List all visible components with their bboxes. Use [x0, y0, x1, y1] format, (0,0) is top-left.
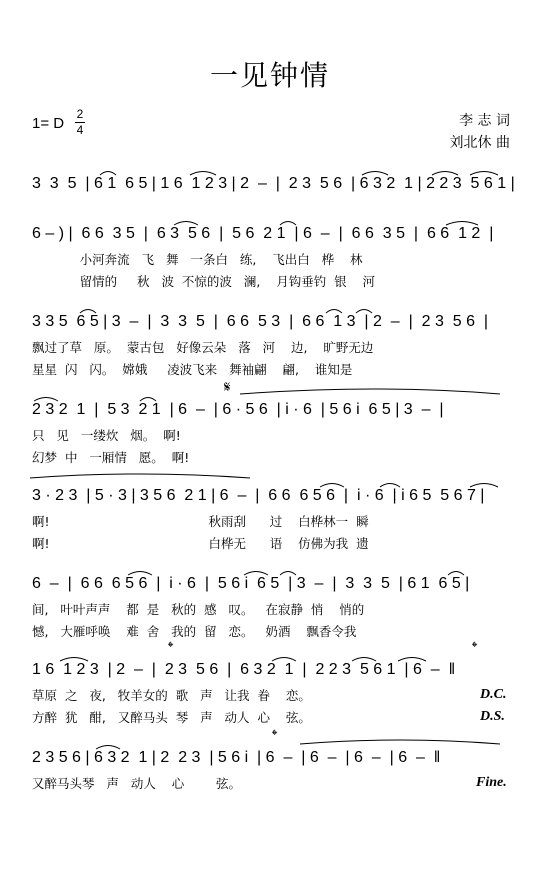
- ds-marking: D.S.: [480, 709, 505, 724]
- slur-marks: [0, 172, 540, 202]
- slur-marks: [0, 222, 540, 252]
- key-signature: 1= D: [32, 115, 65, 132]
- lyric-verse-1: 飘过了草 原。 蒙古包 好像云朵 落 河 边, 旷野无边: [32, 340, 374, 355]
- lyric-verse-2: 啊! 白桦无 语 仿佛为我 遗: [32, 536, 369, 551]
- lyric-verse-2: 星星 闪 闪。 嫦娥 凌波飞来 舞袖翩 翩, 谁知是: [32, 362, 353, 377]
- fine-marking: Fine.: [476, 775, 507, 790]
- lyric-verse-1: 草原 之 夜, 牧羊女的 歌 声 让我 眷 恋。: [32, 688, 311, 703]
- coda-sign: 𝄌: [272, 726, 278, 744]
- notes-line: 6 – | 6 6 6 5 6 | i · 6 | 5 6 i 6 5 | 3 – | 3 3 5 | 6 1 6 5 |: [32, 575, 470, 592]
- notes-line: 6 – ) | 6 6 3 5 | 6 3 5 6 | 5 6 2 1 | 6 – | 6 6 3 5 | 6 6 1 2 |: [32, 225, 494, 242]
- slur-marks: [0, 398, 540, 428]
- slur-marks: [0, 658, 540, 688]
- time-signature-bottom: 4: [76, 123, 84, 137]
- time-signature: [74, 108, 86, 137]
- score-system-8: [0, 726, 540, 856]
- slur-marks: [0, 310, 540, 340]
- slur-marks: [0, 484, 540, 514]
- lyric-verse-2: 方醉 犹 酣, 又醉马头 琴 声 动人 心 弦。: [32, 710, 311, 725]
- dc-marking: D.C.: [480, 687, 507, 702]
- lyric-verse-2: 憾, 大雁呼唤 难 舍 我的 留 恋。 奶酒 飘香令我: [32, 624, 357, 639]
- lyric-verse-2: 幻梦 中 一厢情 愿。 啊!: [32, 450, 190, 465]
- lyric-verse-1: 小河奔流 飞 舞 一条白 练, 飞出白 桦 林: [32, 252, 363, 267]
- lyric-verse-1: 间, 叶叶声声 都 是 秋的 感 叹。 在寂静 悄 悄的: [32, 602, 365, 617]
- composer-credit: 刘北休 曲: [449, 135, 510, 151]
- lyric-verse-2: 留情的 秋 波 不惊的波 澜, 月钩垂钓 银 河: [32, 274, 376, 289]
- song-title: 一见钟情: [209, 59, 330, 92]
- slur-marks: [0, 746, 540, 776]
- coda-sign: 𝄌: [472, 638, 478, 656]
- notes-line: 2 3 5 6 | 6 3 2 1 | 2 2 3 | 5 6 i | 6 – | 6 – | 6 – | 6 – ‖: [32, 749, 441, 766]
- lyric-verse-1: 啊! 秋雨刮 过 白桦林一 瞬: [32, 514, 369, 529]
- notes-line: 3 3 5 6 5 | 3 – | 3 3 5 | 6 6 5 3 | 6 6 1 3 | 2 – | 2 3 5 6 |: [32, 313, 489, 330]
- segno-sign: 𝄋: [224, 378, 231, 396]
- notes-line: 1 6 1 2 3 | 2 – | 2 3 5 6 | 6 3 2 1 | 2 2 3 5 6 1 | 6 – ‖: [32, 661, 456, 678]
- time-signature-top: 2: [76, 107, 84, 121]
- notes-line: 2 3 2 1 | 5 3 2 1 | 6 – | 6 · 5 6 | i · 6 | 5 6 i 6 5 | 3 – |: [32, 401, 444, 418]
- lyricist-credit: 李 志 词: [459, 113, 510, 129]
- coda-sign: 𝄌: [168, 638, 174, 656]
- notes-line: 3 3 5 | 6 1 6 5 | 1 6 1 2 3 | 2 – | 2 3 5 6 | 6 3 2 1 | 2 2 3 5 6 1 |: [32, 175, 515, 192]
- notes-line: 3 · 2 3 | 5 · 3 | 3 5 6 2 1 | 6 – | 6 6 6 5 6 | i · 6 | i 6 5 5 6 7 |: [32, 487, 485, 504]
- slur-marks: [0, 572, 540, 602]
- lyric-verse-1: 只 见 一缕炊 烟。 啊!: [32, 428, 181, 443]
- lyric-verse-1: 又醉马头琴 声 动人 心 弦。: [32, 776, 242, 791]
